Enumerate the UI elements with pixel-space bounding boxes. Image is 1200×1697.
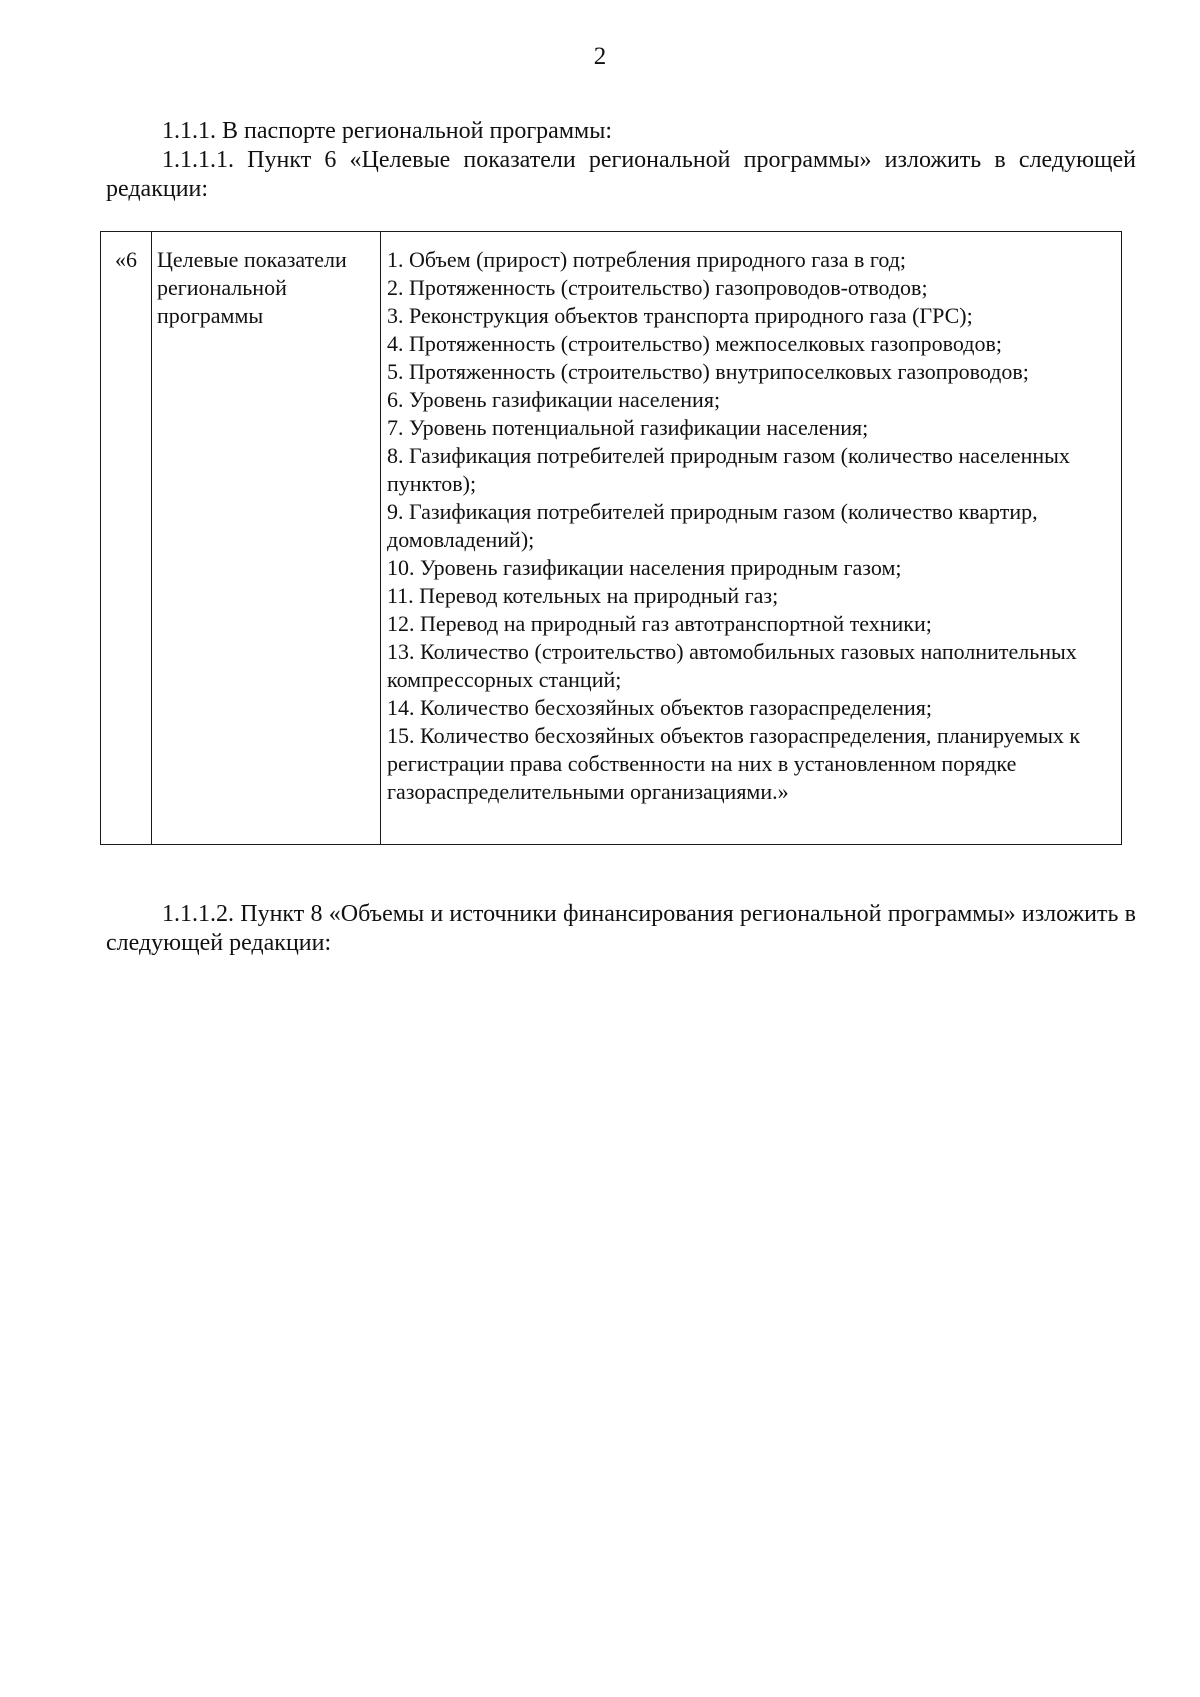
table-cell-indicators <box>381 232 1122 845</box>
list-item: 14. Количество бесхозяйных объектов газораспределения; <box>387 695 933 720</box>
list-item: 7. Уровень потенциальной газификации населения; <box>387 415 869 440</box>
list-item: 4. Протяженность (строительство) межпоселковых газопроводов; <box>387 331 1002 356</box>
list-item: 12. Перевод на природный газ автотранспортной техники; <box>387 611 932 636</box>
list-item: 11. Перевод котельных на природный газ; <box>387 583 779 608</box>
indicator-list <box>387 246 1117 806</box>
list-item: 9. Газификация потребителей природным газом (количество квартир, домовладений); <box>387 499 1038 552</box>
paragraph-item-6 <box>106 146 1136 204</box>
page-number: 2 <box>593 43 607 70</box>
list-item: 15. Количество бесхозяйных объектов газораспределения, планируемых к регистрации права собственности на них в установленном порядке газораспределительными организациями.» <box>387 723 1081 804</box>
list-item: 6. Уровень газификации населения; <box>387 387 721 412</box>
list-item: 10. Уровень газификации населения природным газом; <box>387 555 902 580</box>
paragraph-passport <box>162 117 1142 146</box>
paragraph-item-6-text: 1.1.1.1. Пункт 6 «Целевые показатели региональной программы» изложить в следующей редакции: <box>106 147 1136 202</box>
list-item: 1. Объем (прирост) потребления природного газа в год; <box>387 247 907 272</box>
indicators-table <box>100 231 1122 845</box>
list-item: 8. Газификация потребителей природным газом (количество населенных пунктов); <box>387 443 1070 496</box>
list-item: 13. Количество (строительство) автомобильных газовых наполнительных компрессорных станций; <box>387 639 1077 692</box>
table-cell-name: Целевые показатели региональной программы <box>152 232 381 845</box>
table-cell-number: «6 <box>101 232 152 845</box>
list-item: 2. Протяженность (строительство) газопроводов-отводов; <box>387 275 928 300</box>
table-row <box>101 232 1122 845</box>
paragraph-passport-text: 1.1.1. В паспорте региональной программы: <box>162 118 612 144</box>
paragraph-item-8 <box>106 900 1136 958</box>
paragraph-item-8-text: 1.1.1.2. Пункт 8 «Объемы и источники финансирования региональной программы» изложить в следующей редакции: <box>106 901 1136 956</box>
list-item: 5. Протяженность (строительство) внутрипоселковых газопроводов; <box>387 359 1029 384</box>
list-item: 3. Реконструкция объектов транспорта природного газа (ГРС); <box>387 303 973 328</box>
